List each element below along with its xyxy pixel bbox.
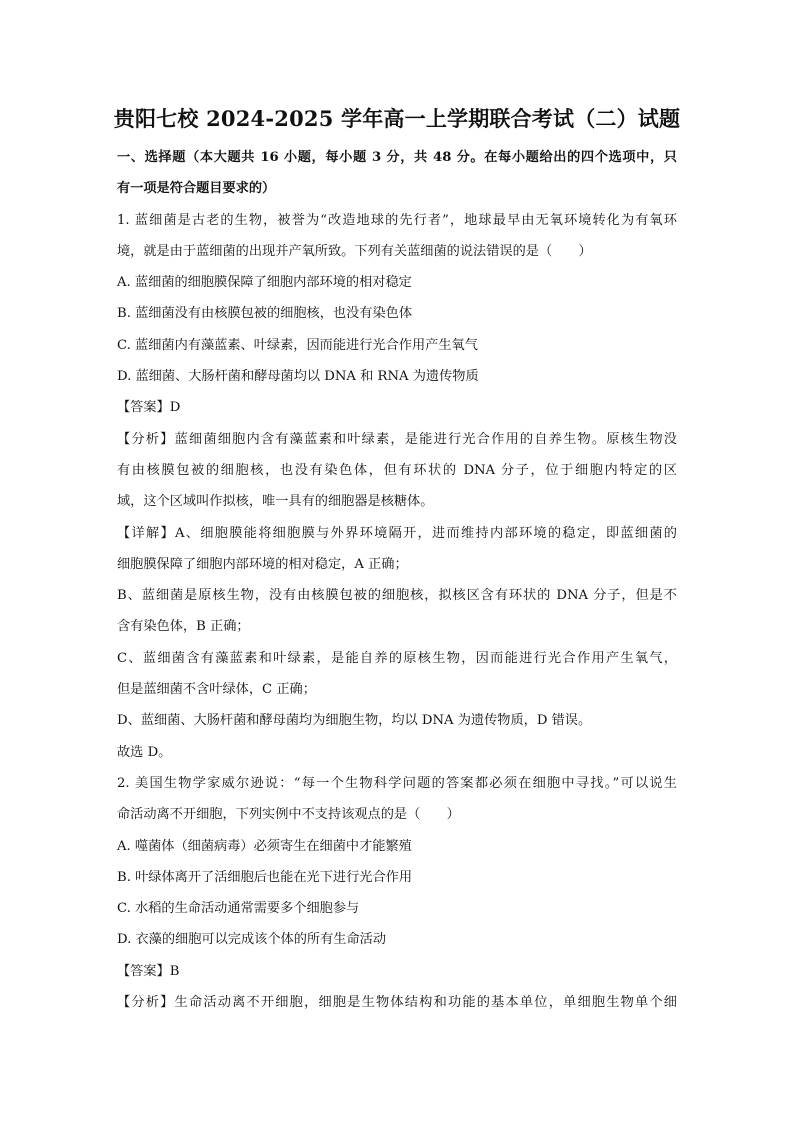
question-1-answer: 【答案】D [117, 400, 181, 416]
section-heading-continued: 有一项是符合题目要求的） [117, 181, 276, 197]
question-1-option-a: A. 蓝细菌的细胞膜保障了细胞内部环境的相对稳定 [117, 275, 412, 291]
question-2-option-c: C. 水稻的生命活动通常需要多个细胞参与 [117, 901, 360, 917]
question-2-option-a: A. 噬菌体（细菌病毒）必须寄生在细菌中才能繁殖 [117, 838, 412, 854]
page-title: 贵阳七校 2024-2025 学年高一上学期联合考试（二）试题 [113, 106, 681, 131]
question-1-explanation-c: C、蓝细菌含有藻蓝素和叶绿素，是能自养的原核生物，因而能进行光合作用产生氧气， [117, 650, 677, 666]
question-1-explanation-c-end: 但是蓝细菌不含叶绿体，C 正确； [117, 682, 316, 698]
question-2-stem-continued: 命活动离不开细胞，下列实例中不支持该观点的是（ ） [117, 807, 460, 823]
question-1-explanation: 【详解】A、细胞膜能将细胞膜与外界环境隔开，进而维持内部环境的稳定，即蓝细菌的 [117, 525, 677, 541]
question-2-option-b: B. 叶绿体离开了活细胞后也能在光下进行光合作用 [117, 869, 413, 885]
question-1-explanation-b-end: 含有染色体，B 正确； [117, 619, 250, 635]
question-1-explanation-d: D、蓝细菌、大肠杆菌和酵母菌均为细胞生物，均以 DNA 为遗传物质，D 错误。 [117, 713, 592, 729]
question-1-option-b: B. 蓝细菌没有由核膜包被的细胞核，也没有染色体 [117, 306, 413, 322]
question-1-stem-continued: 境，就是由于蓝细菌的出现并产氧所致。下列有关蓝细菌的说法错误的是（ ） [117, 243, 592, 259]
document-body [117, 142, 677, 1018]
question-2-answer: 【答案】B [117, 963, 180, 979]
question-2-stem: 2. 美国生物学家威尔逊说：“每一个生物科学问题的答案都必须在细胞中寻找。”可以说生 [117, 775, 677, 791]
question-1-analysis: 【分析】蓝细菌细胞内含有藻蓝素和叶绿素，是能进行光合作用的自养生物。原核生物没 [117, 431, 677, 447]
question-2-option-d: D. 衣藻的细胞可以完成该个体的所有生命活动 [117, 932, 387, 948]
question-1-analysis-continued: 有由核膜包被的细胞核，也没有染色体，但有环状的 DNA 分子，位于细胞内特定的区 [117, 462, 677, 478]
question-1-stem: 1. 蓝细菌是古老的生物，被誉为“改造地球的先行者”，地球最早由无氧环境转化为有氧环 [117, 212, 677, 228]
section-heading: 一、选择题（本大题共 16 小题，每小题 3 分，共 48 分。在每小题给出的四个选项中，只 [117, 150, 677, 165]
question-1-choice: 故选 D。 [117, 744, 172, 760]
question-1-explanation-a: 细胞膜保障了细胞内部环境的相对稳定，A 正确； [117, 556, 408, 572]
question-2-analysis: 【分析】生命活动离不开细胞，细胞是生物体结构和功能的基本单位，单细胞生物单个细 [117, 995, 677, 1011]
question-1-option-c: C. 蓝细菌内有藻蓝素、叶绿素，因而能进行光合作用产生氧气 [117, 337, 478, 353]
question-1-analysis-end: 域，这个区域叫作拟核，唯一具有的细胞器是核糖体。 [117, 494, 434, 510]
question-1-option-d: D. 蓝细菌、大肠杆菌和酵母菌均以 DNA 和 RNA 为遗传物质 [117, 369, 479, 385]
question-1-explanation-b: B、蓝细菌是原核生物，没有由核膜包被的细胞核，拟核区含有环状的 DNA 分子，但是不 [117, 588, 677, 604]
